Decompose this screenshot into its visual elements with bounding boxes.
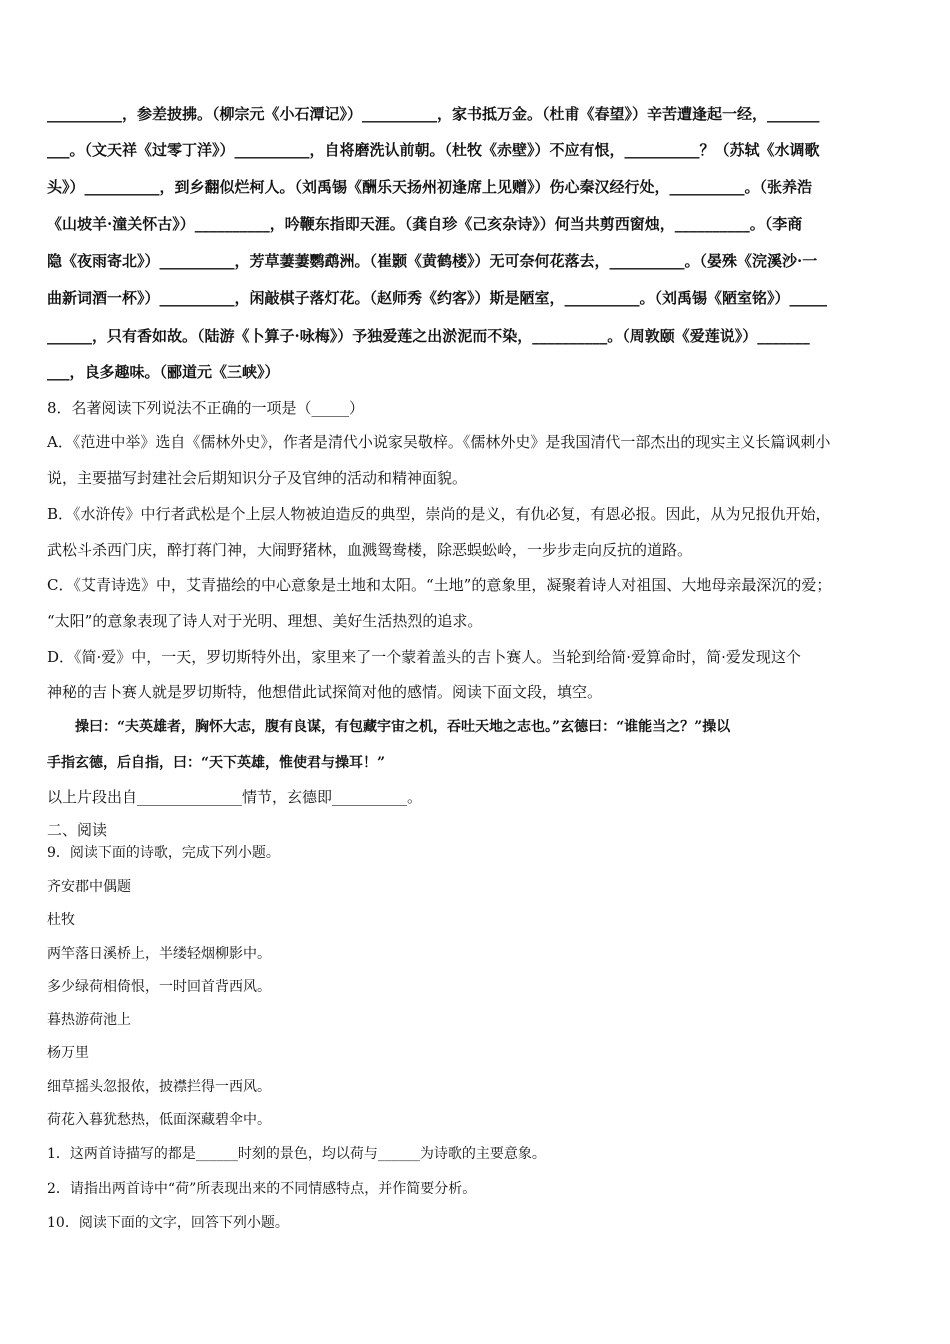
question-8-passage-line: 操曰：“夫英雄者，胸怀大志，腹有良谋，有包藏宇宙之机，吞吐天地之志也。”玄德曰：“谁能当之？”操以 — [47, 719, 731, 735]
question-8-passage-line: 手指玄德，后自指，曰：“天下英雄，惟使君与操耳！” — [47, 755, 386, 771]
poem-1-line: 两竿落日溪桥上，半缕轻烟柳影中。 — [47, 946, 271, 962]
fill-blank-line: ___，良多趣味。（郦道元《三峡》） — [47, 363, 280, 381]
poem-1-author: 杜牧 — [47, 912, 75, 928]
poem-2-line: 细草摇头忽报侬，披襟拦得一西风。 — [47, 1079, 271, 1095]
fill-blank-line: ______，只有香如故。（陆游《卜算子·咏梅》）予独爱莲之出淤泥而不染，__________。（周敦颐《爱莲说》）_______ — [47, 327, 810, 345]
poem-2-title: 暮热游荷池上 — [47, 1012, 131, 1028]
poem-2-author: 杨万里 — [47, 1045, 89, 1061]
fill-blank-line: 隐《夜雨寄北》）__________，芳草萋萋鹦鹉洲。（崔颢《黄鹤楼》）无可奈何花落去，__________。（晏殊《浣溪沙·一 — [47, 252, 818, 270]
poem-2-line: 荷花入暮犹愁热，低面深藏碧伞中。 — [47, 1112, 271, 1128]
question-8-stem: 8．名著阅读下列说法不正确的一项是（_____） — [47, 399, 365, 417]
question-9-sub-question: 1．这两首诗描写的都是______时刻的景色，均以荷与______为诗歌的主要意象。 — [47, 1146, 546, 1162]
poem-1-line: 多少绿荷相倚恨，一时回首背西风。 — [47, 979, 271, 995]
fill-blank-line: 曲新词酒一杯》）__________，闲敲棋子落灯花。（赵师秀《约客》）斯是陋室，__________。（刘禹锡《陋室铭》）_____ — [47, 289, 828, 307]
question-8-fill: 以上片段出自______________情节，玄德即__________。 — [47, 788, 423, 806]
question-8-option-line: B．《水浒传》中行者武松是个上层人物被迫造反的典型，崇尚的是义，有仇必复，有恩必报。因此，从为兄报仇开始， — [47, 505, 831, 523]
question-8-option-line: 说，主要描写封建社会后期知识分子及官绅的活动和精神面貌。 — [47, 469, 468, 487]
question-8-option-line: “太阳”的意象表现了诗人对于光明、理想、美好生活热烈的追求。 — [47, 612, 483, 630]
fill-blank-line: ___。（文天祥《过零丁洋》）__________，自将磨洗认前朝。（杜牧《赤壁》）不应有恨，__________？（苏轼《水调歌 — [47, 141, 820, 159]
section-2-title: 二、阅读 — [47, 821, 108, 839]
question-8-option-line: 神秘的吉卜赛人就是罗切斯特，他想借此试探简对他的感情。阅读下面文段，填空。 — [47, 683, 603, 701]
question-8-option-line: 武松斗杀西门庆，醉打蒋门神，大闹野猪林，血溅鸳鸯楼，除恶蜈蚣岭，一步步走向反抗的道路。 — [47, 541, 693, 559]
fill-blank-line: __________，参差披拂。（柳宗元《小石潭记》）__________，家书抵万金。（杜甫《春望》）辛苦遭逢起一经，_______ — [47, 105, 820, 123]
question-8-option-line: C．《艾青诗选》中，艾青描绘的中心意象是土地和太阳。“土地”的意象里，凝聚着诗人对祖国、大地母亲最深沉的爱； — [47, 576, 832, 594]
question-10-stem: 10．阅读下面的文字，回答下列小题。 — [47, 1215, 289, 1231]
question-9-sub-question: 2．请指出两首诗中“荷”所表现出来的不同情感特点，并作简要分析。 — [47, 1181, 477, 1197]
question-9-stem: 9．阅读下面的诗歌，完成下列小题。 — [47, 845, 280, 861]
fill-blank-line: 《山坡羊·潼关怀古》）__________，吟鞭东指即天涯。（龚自珍《己亥杂诗》）何当共剪西窗烛，__________。（李商 — [47, 215, 803, 233]
fill-blank-line: 头》）__________，到乡翻似烂柯人。（刘禹锡《酬乐天扬州初逢席上见赠》）伤心秦汉经行处，__________。（张养浩 — [47, 178, 813, 196]
question-8-option-line: A．《范进中举》选自《儒林外史》，作者是清代小说家吴敬梓。《儒林外史》是我国清代一部杰出的现实主义长篇讽刺小 — [47, 433, 831, 451]
question-8-option-line: D．《简·爱》中，一天，罗切斯特外出，家里来了一个蒙着盖头的吉卜赛人。当轮到给简·爱算命时，简·爱发现这个 — [47, 648, 801, 666]
poem-1-title: 齐安郡中偶题 — [47, 879, 131, 895]
